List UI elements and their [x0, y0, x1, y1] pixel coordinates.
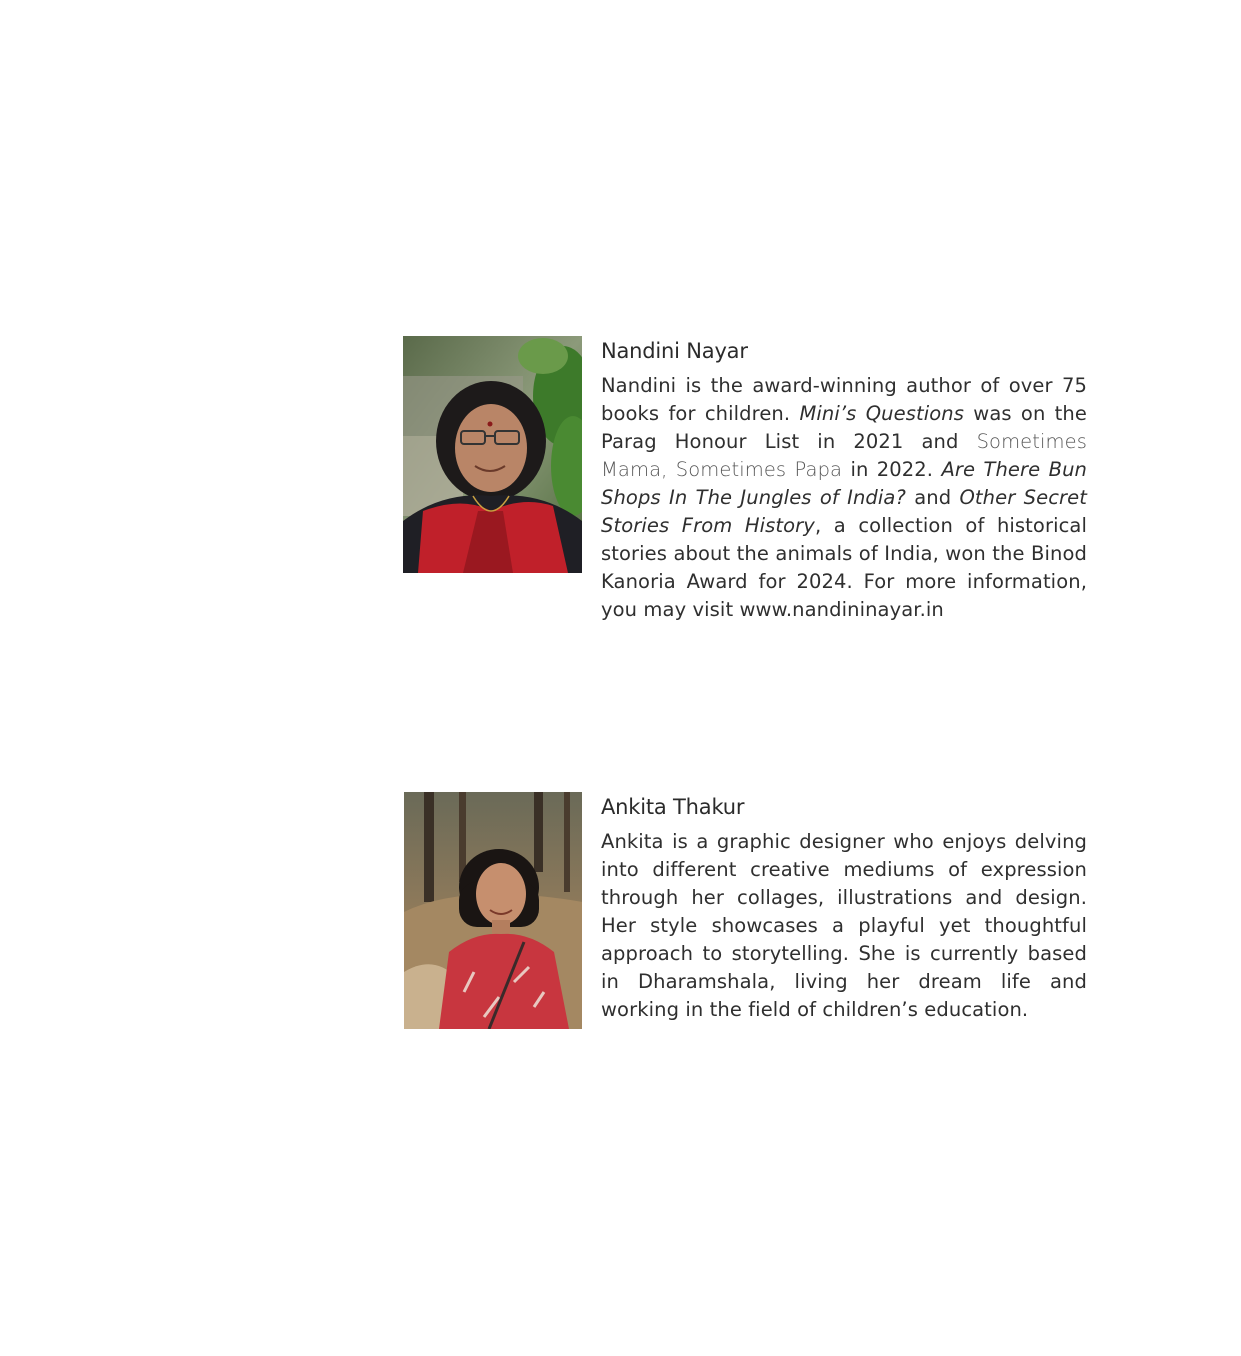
author-photo	[404, 792, 582, 1029]
author-description	[601, 372, 1087, 624]
book-title: Sometimes Mama, Sometimes Papa	[601, 430, 1087, 481]
author-description: Ankita is a graphic designer who enjoys delving into different creative mediums of expression through her collages, illustrations and design. Her style showcases a playful yet thoughtful approach to storytelling. She is currently based in Dharamshala, living her dream life and working in the field of children’s education.	[601, 830, 1087, 1021]
bio-text: , a collection of historical stories about the animals of India, won the Binod Kanoria Award for 2024. For more information, you may visit www.nandininayar.in	[601, 514, 1087, 621]
book-title: Other Secret Stories From History	[601, 486, 1087, 537]
bio-text: and	[905, 486, 960, 509]
bio-text: in 2022.	[842, 458, 942, 481]
bio-text: was on the Parag Honour List in 2021 and	[601, 402, 1087, 453]
book-title: Are There Bun Shops In The Jungles of India?	[601, 458, 1087, 509]
book-title: Mini’s Questions	[799, 402, 964, 425]
author-name: Ankita Thakur	[601, 795, 745, 819]
author-name: Nandini Nayar	[601, 339, 748, 363]
bio-text: Nandini is the award-winning author of over 75 books for children.	[601, 374, 1087, 425]
author-photo	[403, 336, 582, 573]
